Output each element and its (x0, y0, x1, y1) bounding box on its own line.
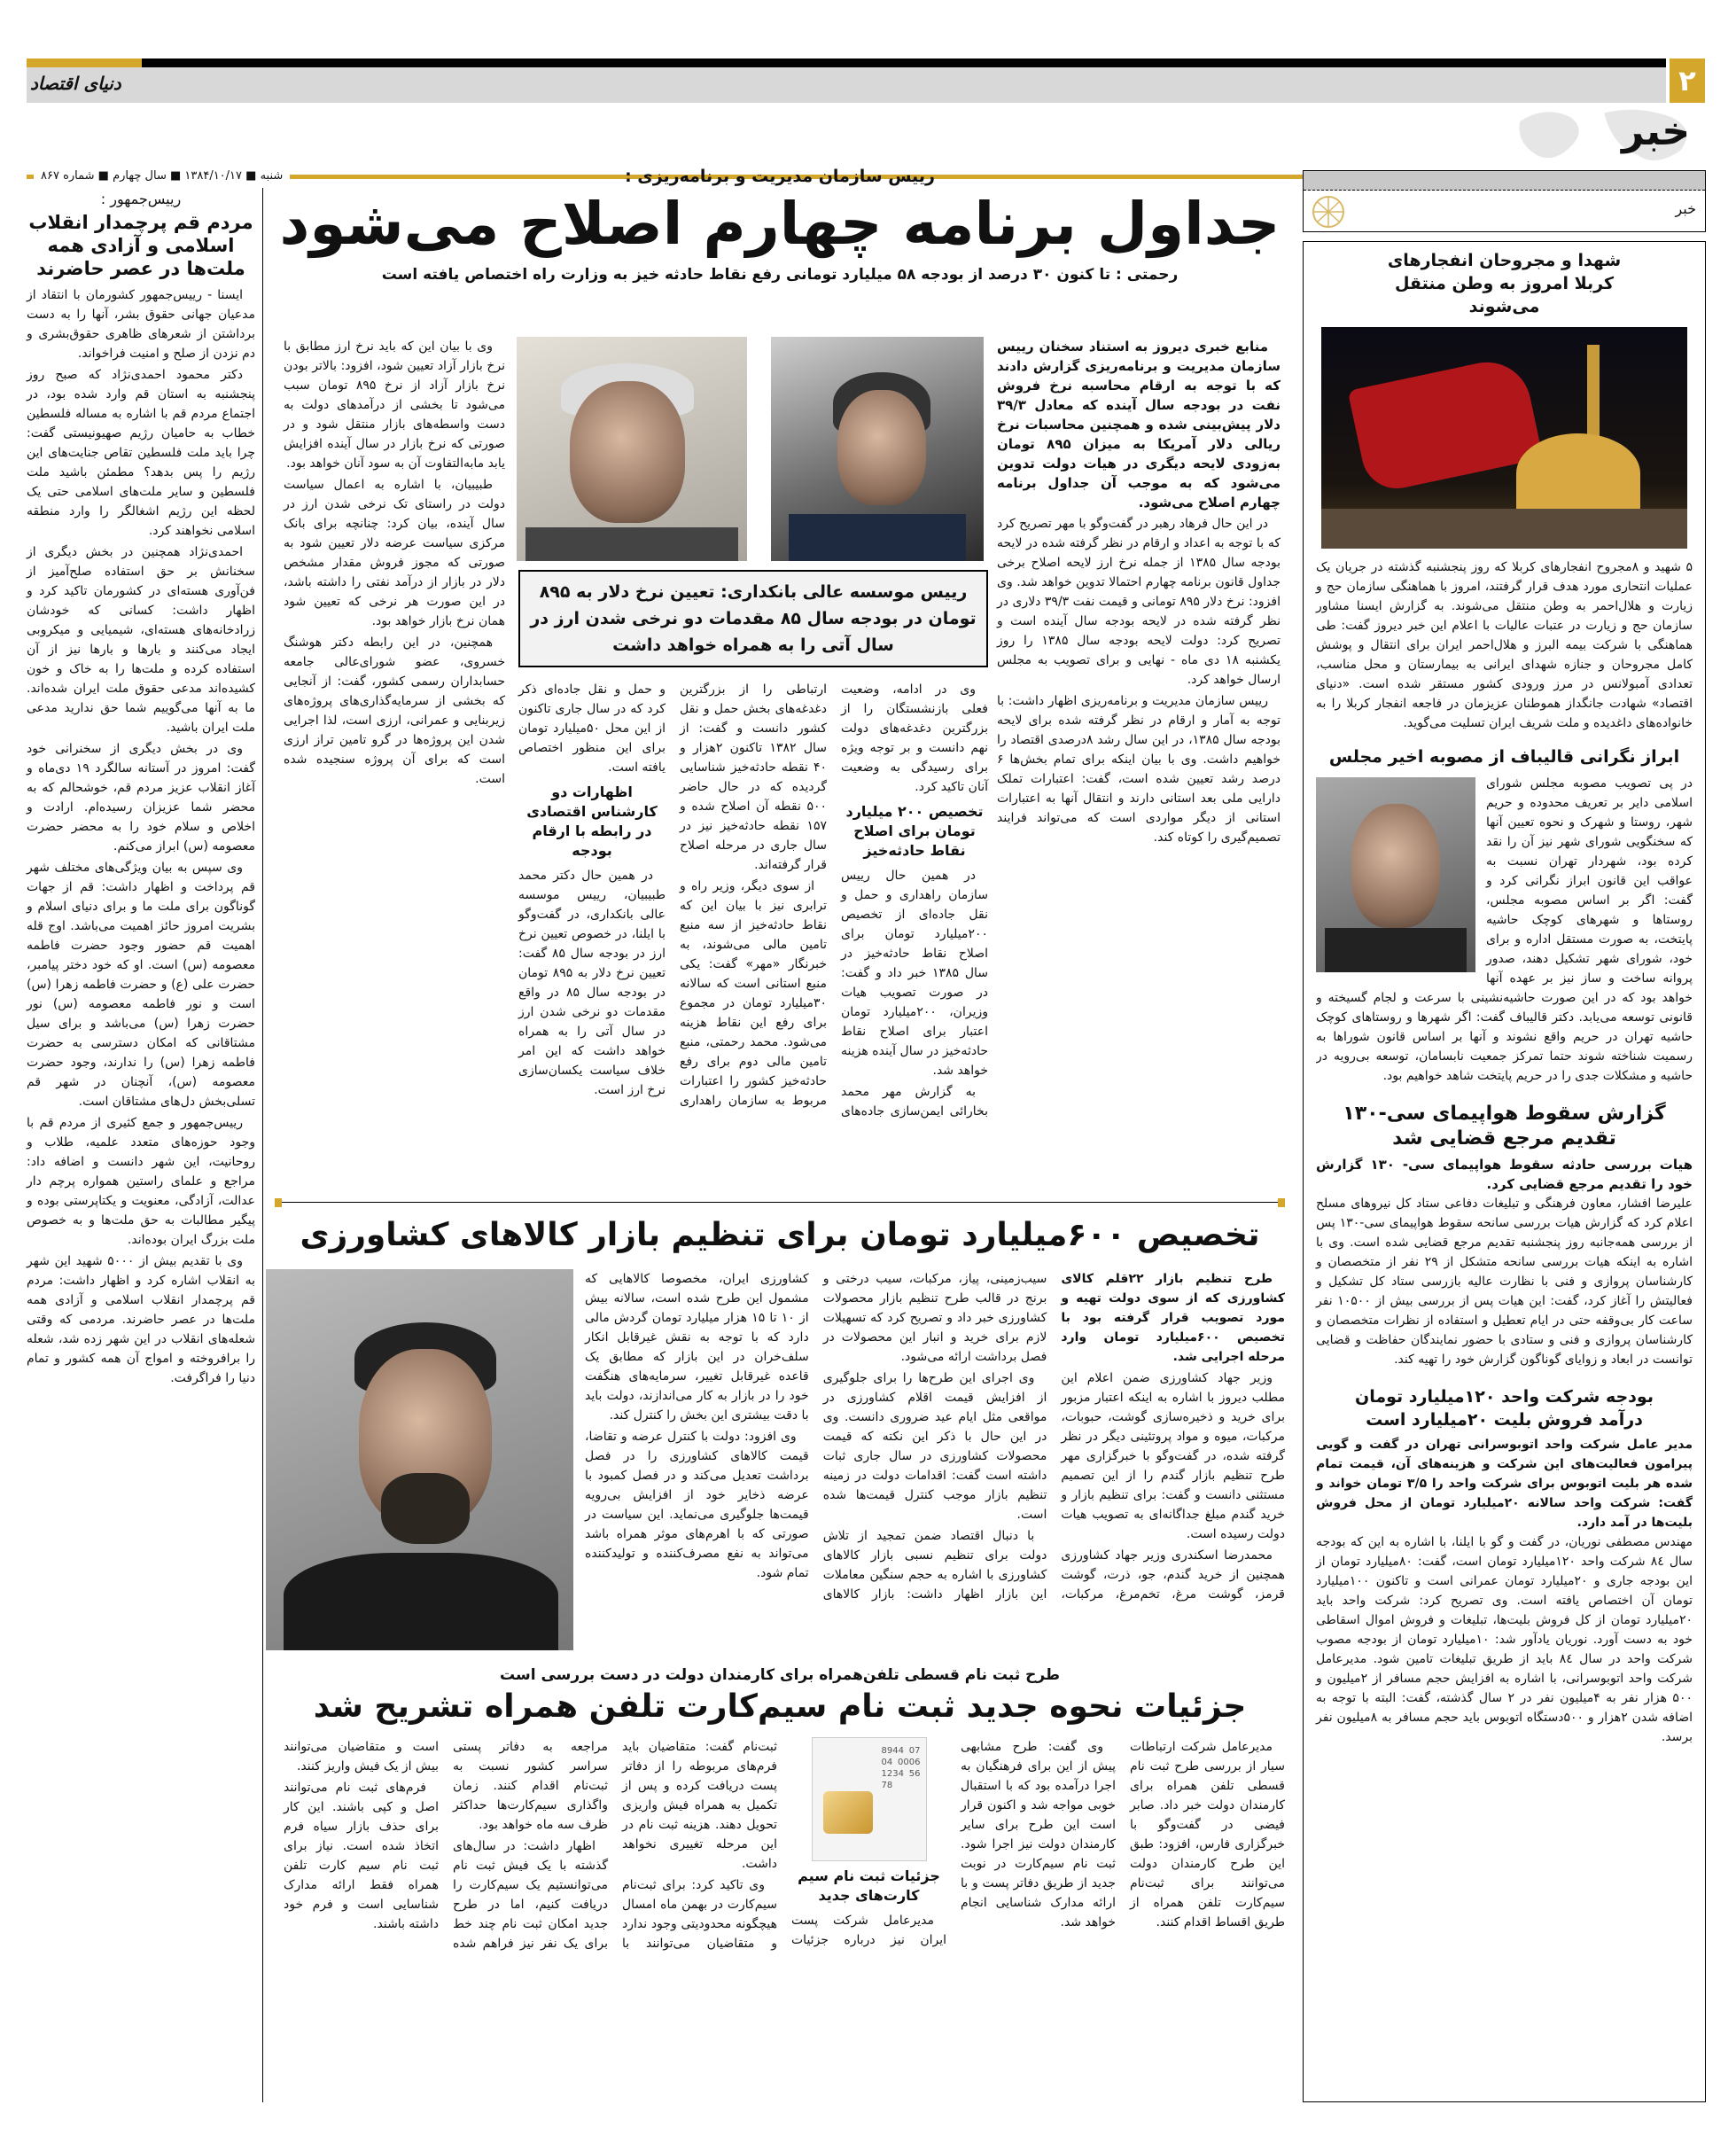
section2-title: اظهارات دو کارشناس اقتصادی در رابطه با ارقام بودجه (526, 783, 658, 859)
story2-body: در پی تصویب مصوبه مجلس شورای اسلامی دایر بر تعریف محدوده و حریم شهر، روستا و شهرک و نحوه تعیین آنها که سخنگویی شورای شهر نیز آن را نقد کرده بود، شهردار تهران نسبت به عواقب این قانون ابراز نگرانی کرد و گفت: اگر بر اساس مصوبه مجلس، روستاها و شهرهای کوچک حاشیه پایتخت، به صورت مستقل اداره و برای خود، شورای شهر تشکیل دهند، صدور پروانه ساخت و ساز نیز بر عهده آنها خواهد بود که در این صورت حاشیه‌نشینی با سرعت و لجام گسیخته و قانونی توسعه می‌یابد. دکتر قالیباف گفت: اگر شهرها و روستاهای کوچک حاشیه تهران در حریم واقع نشوند و آنها بر اساس قانون شوراها به رسمیت شناخته شوند حتما تمرکز جمعیت نابسامان، توسعه بی‌رویه در حاشیه و مشکلات جدی را در حریم پایتخت شاهد خواهیم بود. (1316, 776, 1693, 1083)
paragraph: دکتر محمود احمدی‌نژاد که صبح روز پنجشنبه به استان قم وارد شده بود، در اجتماع مردم قم با اشاره به مساله فلسطین خطاب به حامیان رژیم صهیونیستی گفت: چرا باید ملت فلسطین تقاص جنایت‌های این رژیم را پس بدهد؟ مطمئن باشید ملت فلسطین و سایر ملت‌های اسلامی حتی یک لحظه این رژیم اشغالگر را وارد منطقه اسلامی نخواهند کرد. (27, 368, 255, 538)
story4-lead: مدیر عامل شرکت واحد اتوبوسرانی تهران در گفت و گویی پیرامون فعالیت‌های این شرکت و هزینه‌های آن، قیمت تمام شده هر بلیت اتوبوس برای شرکت واحد را ۳/۵ تومان خواند و گفت: شرکت واحد سالانه ۲۰میلیارد تومان از محل فروش بلیت‌ها در آمد دارد. (1316, 1438, 1693, 1530)
paragraph: طبیبیان، با اشاره به اعمال سیاست دولت در راستای تک نرخی شدن ارز در سال آینده، بیان کرد: چنانچه برای بانک مرکزی سیاست عرضه دلار تعیین شود به صورتی که مجوز فروش مقدار مشخص دلار در بازار از درآمد نفتی را داشته باشد، در این صورت هر نرخی که تعیین شود همان نرخ بازار خواهد بود. (284, 478, 505, 628)
photo-eskandari (266, 1269, 573, 1650)
lead-paragraph: طرح تنظیم بازار ۲۲قلم کالای کشاورزی که از سوی دولت تهیه و مورد تصویب قرار گرفته بود با تخصیص ۶۰۰میلیارد تومان وارد مرحله اجرایی شد. (1061, 1272, 1285, 1364)
masthead (0, 0, 1736, 183)
section1-title: تخصیص ۲۰۰ میلیارد تومان برای اصلاح نقاط حادثه‌خیز (845, 803, 984, 859)
paragraph: وی افزود: دولت با کنترل عرضه و تقاضا، قیمت کالاهای کشاورزی را در فصل برداشت تعدیل می‌کند و در فصل کمبود با عرضه ذخایر خود از افزایش بی‌رویه قیمت‌ها جلوگیری می‌نماید. این سیاست در صورتی که با اهرم‌های موثر همراه باشد می‌تواند به نفع مصرف‌کننده و تولیدکننده تمام شود. (585, 1430, 809, 1580)
paragraph: از سوی دیگر، وزیر راه و ترابری نیز با بیان این که نقاط حادثه‌خیز از سه منبع تامین مالی می‌شوند، به خبرنگار «مهر» گفت: یکی منبع استانی است که سالانه ۳۰میلیارد تومان در مجموع برای رفع این نقاط هزینه می‌شود. محمد رحمتی، منبع تامین مالی دوم برای رفع حادثه‌خیز کشور را اعتبارات مربوط به سازمان راهداری و حمل و نقل جاده‌ای ذکر کرد که در سال جاری تاکنون از این محل ۵۰میلیارد تومان برای این منظور اختصاص یافته است. (518, 682, 827, 1108)
main-kicker: رییس سازمان مدیریت و برنامه‌ریزی : (625, 167, 935, 186)
story3-lead: هیات بررسی حادثه سقوط هواپیمای سی- ۱۳۰ گزارش خود را تقدیم مرجع قضایی کرد. (1316, 1157, 1693, 1192)
second-story-row (266, 1269, 1285, 1650)
paragraph: وی سپس به بیان ویژگی‌های مختلف شهر قم پرداخت و اظهار داشت: قم از جهات گوناگون برای ملت ما و برای دنیای اسلام و بشریت امروز حائز اهمیت می‌باشد. اوج قله اهمیت قم حضور وجود حضرت فاطمه معصومه (س) است. او که خود دختر پیامبر، حضرت علی (ع) و حضرت فاطمه زهرا (س) است و نور فاطمه معصومه (س) نور حضرت زهرا (س) می‌باشد و برای سیل مشتاقانی که امکان دسترسی به حضرت فاطمه زهرا (س) را ندارند، وجود حضرت معصومه (س)، آنچنان در شهر قم تسلی‌بخش دل‌های مشتاقان است. (27, 861, 255, 1109)
sim-card-digits: 8944 0704 0006 1234 5678 (881, 1746, 921, 1790)
story4-title: بودجه شرکت واحد ۱۲۰میلیارد تومان درآمد فروش بلیت ۲۰میلیارد است (1355, 1387, 1654, 1430)
paragraph: وی اجرای این طرح‌ها را برای جلوگیری از افزایش قیمت اقلام کشاورزی در مواقعی مثل ایام عید ضروری دانست. وی در این حال با ذکر این نکته که قیمت محصولات کشاورزی در سال جاری ثبات داشته است گفت: اقدامات دولت در زمینه تنظیم بازار موجب کنترل قیمت‌ها شده است. (822, 1371, 1047, 1522)
masthead-gray-band (27, 67, 1666, 103)
logo: دنیای اقتصاد (30, 73, 121, 94)
masthead-gold-accent (27, 58, 142, 67)
third-headline: جزئیات نحوه جدید ثبت نام سیم‌کارت تلفن همراه تشریح شد (313, 1688, 1247, 1725)
gold-marker (275, 1198, 282, 1207)
story4-body: مهندس مصطفی نوریان، در گفت و گو با ایلنا، با اشاره به این که بودجه سال ۸٤ شرکت واحد ۱۲۰میلیارد تومان است، گفت: ۸۰میلیارد تومان از این بودجه جاری و ۲۰میلیارد تومان عمرانی است و تاکنون ۱۰۰میلیارد تومان آن اختصاص یافته است. وی تصریح کرد: شرکت واحد باید ۲۰میلیارد تومان از کل فروش بلیت‌ها، تبلیغات و فروش اموال اسقاطی خود به دست آورد. نوریان یادآور شد: ۱۰میلیارد تومان از بودجه مصوب شرکت واحد در سال ۸٤ باید از طریق تبلیغات تامین شود. مدیرعامل شرکت واحد اتوبوسرانی، با اشاره به افزایش حجم مسافر از ۲میلیون و ۵۰۰ هزار نفر به ۴میلیون نفر در ۲ سال گذشته، گفت: البته با توجه به اضافه شدن ۲هزار و ۵۰۰دستگاه اتوبوس باید حجم مسافر به ۸میلیون نفر برسد. (1316, 1535, 1693, 1744)
main-lower-columns (518, 680, 988, 1121)
paragraph: در همین حال رییس سازمان راهداری و حمل و نقل جاده‌ای از تخصیص ۲۰۰میلیارد تومان برای اصلاح نقاط حادثه‌خیز در سال ۱۳۸۵ خبر داد و گفت: در صورت تصویب هیات وزیران، ۲۰۰میلیارد تومان اعتبار برای اصلاح نقاط حادثه‌خیز در سال آینده هزینه خواهد شد. (841, 869, 988, 1078)
second-headline: تخصیص ۶۰۰میلیارد تومان برای تنظیم بازار کالاهای کشاورزی (300, 1217, 1260, 1253)
third-section-title: جزئیات ثبت نام سیم کارت‌های جدید (798, 1867, 940, 1904)
paragraph: در این حال فرهاد رهبر در گفت‌وگو با مهر تصریح کرد که با توجه به اعداد و ارقام در نظر گرفته شده در لایحه بودجه سال ۱۳۸۵ از جمله نرخ ارز لایحه اصلاح برخی جداول قانون برنامه چهارم احتمالا تدوین خواهد شد. وی افزود: نرخ دلار ۸۹۵ تومانی و قیمت نفت ۳۹/۳ دلاری در نظر گرفته شده در لایحه بودجه سال آینده است و تصریح کرد: دولت لایحه بودجه سال ۱۳۸۵ را روز یکشنبه ۱۸ دی ماه - نهایی و برای تصویب به مجلس ارسال خواهد کرد. (997, 517, 1281, 687)
paragraph: وی گفت: طرح مشابهی پیش از این برای فرهنگیان به اجرا درآمده بود که با استقبال خوبی مواجه شد و اکنون قرار است این طرح برای سایر کارمندان دولت نیز اجرا شود. ثبت نام سیم‌کارت در نوبت جدید از طریق دفاتر پست و با ارائه مدارک شناسایی انجام خواهد شد. (961, 1740, 1116, 1929)
paragraph: وی در بخش دیگری از سخنرانی خود گفت: امروز در آستانه سالگرد ۱۹ دی‌ماه و آغاز انقلاب عزیز مردم قم، خوشحالم که به محضر شما عزیزان رسیده‌ام. ارادت و اخلاص و سلام خود را به محضر حضرت معصومه (س) ابراز می‌کنم. (27, 742, 255, 854)
paragraph: مدیرعامل شرکت پست ایران نیز درباره جزئیات ثبت‌نام گفت: متقاضیان باید فرم‌های مربوطه را از دفاتر پست دریافت کرده و پس از تکمیل به همراه فیش واریزی تحویل دهند. هزینه ثبت نام در این مرحله تغییری نخواهد داشت. (622, 1740, 946, 1947)
main-title-block (275, 165, 1285, 285)
sim-card-image (812, 1737, 927, 1861)
paragraph: ایسنا - رییس‌جمهور کشورمان با انتقاد از مدعیان جهانی حقوق بشر، آنها را به دست برداشتن از شعرهای ظاهری حقوق‌بشری و دم نزدن از صلح و امنیت فراخواند. (27, 288, 255, 361)
story1-title: شهدا و مجروحان انفجارهای کربلا امروز به وطن منتقل می‌شوند (1387, 251, 1622, 316)
story1-body: ۵ شهید و ۸مجروح انفجارهای کربلا که روز پنجشنبه گذشته در جریان یک عملیات انتحاری مورد هدف قرار گرفتند، امروز با هماهنگی سازمان حج و زیارت و هلال‌احمر به وطن منتقل می‌شوند. به گزارش ایسنا مشاور سازمان حج و زیارت در عتبات عالیات با اعلام این خبر دیروز گفت: طی هماهنگی با شرکت بیمه البرز و هلال‌احمر ایران برای انتقال و پوشش کامل مجروحان و جنازه شهدای ایرانی به بیمارستان و محل مناسب، تعدادی آمبولانس در مرز ورودی کشور مستقر شده است. «دنیای اقتصاد» شهادت جانگداز هموطنان عزیزمان در فاجعه انفجار کربلا را به خانواده‌های داغدیده و ملت شریف ایران تسلیت می‌گوید. (1316, 560, 1693, 730)
photo-ghalibaf (1316, 777, 1475, 972)
story3-body: علیرضا افشار، معاون فرهنگی و تبلیغات دفاعی ستاد کل نیروهای مسلح اعلام کرد که گزارش هیات بررسی سانحه سقوط هواپیمای سی-۱۳۰ پس از بررسی همه‌جانبه روز پنجشنبه تقدیم مرجع قضایی شده است. وی با اشاره به اینکه هیات بررسی سانحه متشکل از ۲۹ نفر از متخصصان و کارشناسان پروازی و فنی با نظارت عالیه بازرسی ستاد کل تشکیل و فعالیتش را آغاز کرد، گفت: این هیات پس از بررسی بیش از ۱۰۵۰۰ نفر ساعت کار بی‌وقفه حتی در ایام تعطیل و استفاده از نظرات متخصصان و کارشناسان پروازی و فنی و ستادی با حضور نمایندگان حفاظت و قضایی توانست در ابعاد و زوایای گوناگون گزارش خود را تهیه کند. (1316, 1197, 1693, 1367)
third-kicker: طرح ثبت نام قسطی تلفن‌همراه برای کارمندان دولت در دست بررسی است (499, 1666, 1061, 1684)
right-column-header (1303, 170, 1706, 232)
lead-paragraph: منابع خبری دیروز به استناد سخنان رییس سازمان مدیریت و برنامه‌ریزی گزارش دادند که با توجه به ارقام محاسبه نرخ فروش نفت در بودجه سال آینده که معادل ۳۹/۳ دلار پیش‌بینی شده و همچنین محاسبات نرخ ریالی دلار آمریکا به میزان ۸۹۵ تومان به‌زودی لایحه دیگری در هیات دولت تدوین می‌شود که به موجب آن جداول برنامه چهارم اصلاح می‌شود. (997, 339, 1281, 511)
paragraph: رییس سازمان مدیریت و برنامه‌ریزی اظهار داشت: با توجه به آمار و ارقام در نظر گرفته شده برای لایحه بودجه سال ۱۳۸۵، در این سال رشد ۸درصدی اقتصاد را خواهیم داشت. وی با بیان اینکه برای تمام بخش‌ها ۶ درصد رشد تعیین شده است، گفت: اعتبارات تملک دارایی ملی بعد استانی دارند و انتقال آنها به اعتبارات استانی از دیگر مواردی است که می‌تواند فرایند تصمیم‌گیری را کوتاه کند. (997, 694, 1281, 845)
masthead-black-bar (142, 58, 1666, 67)
gold-marker (1278, 1198, 1285, 1207)
pull-quote-box (518, 570, 988, 667)
left-headline: مردم قم پرچمدار انقلاب اسلامی و آزادی همه ملت‌ها در عصر حاضرند (28, 212, 253, 279)
left-kicker: رییس‌جمهور : (100, 191, 182, 207)
right-column-box (1303, 241, 1706, 2102)
paragraph: رییس‌جمهور و جمع کثیری از مردم قم با وجود حوزه‌های متعدد علمیه، طلاب و روحانیت، این شهر دانست و اضافه داد: مراجع و علمای راستین همواره پرچم دار عدالت، آزادگی، معنویت و یکتاپرستی بوده و پیگیر مطالبات به حق ملت‌ها و به خصوص ملت بزرگ ایران بوده‌اند. (27, 1116, 255, 1247)
paragraph: وی با تقدیم بیش از ۵۰۰۰ شهید این شهر به انقلاب اشاره کرد و اظهار داشت: مردم قم پرچمدار انقلاب اسلامی و آزادی همه ملت‌ها در عصر حاضرند. مردمی که وقتی شعله‌های انقلاب در این شهر زده شد، شعله را برافروخته و امواج آن همه کشور و تمام دنیا را فراگرفت. (27, 1254, 255, 1385)
paragraph: در همین حال دکتر محمد طبیبیان، رییس موسسه عالی بانکداری، در گفت‌وگو با ایلنا، در خصوص تعیین نرخ ارز در بودجه سال ۸۵ گفت: تعیین نرخ دلار به ۸۹۵ تومان در بودجه سال ۸۵ در واقع مقدمات دو نرخی شدن ارز در سال آتی را به همراه خواهد داشت که این امر خلاف سیاست یکسان‌سازی نرخ ارز است. (518, 869, 666, 1097)
globe-icon (1311, 194, 1346, 230)
left-body (27, 285, 255, 1388)
paragraph: محمدرضا اسکندری وزیر جهاد کشاورزی همچنین از خرید گندم، جو، ذرت، گوشت قرمز، گوشت مرغ، تخم‌مرغ، مرکبات، سیب‌زمینی، پیاز، مرکبات، سیب درختی و برنج در قالب طرح تنظیم بازار محصولات کشاورزی خبر داد و تصریح کرد که تسهیلات لازم برای خرید و انبار این محصولات در فصل برداشت ارائه می‌شود. (822, 1272, 1285, 1602)
main-upper-left-column (284, 337, 505, 791)
paragraph: مدیرعامل شرکت ارتباطات سیار از بررسی طرح ثبت نام قسطی تلفن همراه برای کارمندان دولت خبر داد. صابر فیضی در گفت‌وگو با خبرگزاری فارس، افزود: طبق این طرح کارمندان دولت می‌توانند برای ثبت‌نام سیم‌کارت تلفن همراه از طریق اقساط اقدام کنند. (1130, 1740, 1285, 1929)
left-column-story (27, 190, 255, 1390)
main-subheadline: رحمتی : تا کنون ۳۰ درصد از بودجه ۵۸ میلیارد تومانی رفع نقاط حادثه خیز به وزارت راه اختصاص یافته است (381, 266, 1179, 284)
section-title: خبر (1622, 109, 1691, 154)
paragraph: وی در ادامه، وضعیت فعلی بازنشستگان را از بزرگترین دغدغه‌های دولت نهم دانست و بر توجه ویژه برای رسیدگی به وضعیت آنان تاکید کرد. (841, 682, 988, 794)
paragraph: فرم‌های ثبت نام می‌توانند اصل و کپی باشند. این کار برای حذف بازار سیاه فرم اتخاذ شده است. نیاز برای ثبت نام سیم کارت تلفن همراه فقط ارائه مدارک شناسایی است و فرم خود داشته باشند. (284, 1781, 439, 1931)
story2-title: ابراز نگرانی قالیباف از مصوبه اخیر مجلس (1328, 747, 1680, 767)
main-headline: جداول برنامه چهارم اصلاح می‌شود (279, 190, 1281, 258)
left-column-divider (262, 188, 263, 2102)
story2-wrap (1316, 774, 1693, 1086)
main-lead (997, 337, 1281, 849)
lower-centre (266, 1198, 1285, 1953)
story-divider (275, 1202, 1285, 1203)
paragraph: اظهار داشت: در سال‌های گذشته با یک فیش ثبت نام می‌توانستیم یک سیم‌کارت را دریافت کنیم، اما در طرح جدید امکان ثبت نام چند خط برای یک نفر نیز فراهم شده است و متقاضیان می‌توانند بیش از یک فیش واریز کنند. (284, 1740, 608, 1951)
sim-chip (823, 1791, 873, 1834)
paragraph: به گزارش مهر محمد بخارائی ایمن‌سازی جاده‌های ارتباطی را از بزرگترین دغدغه‌های بخش حمل و نقل کشور دانست و گفت: از سال ۱۳۸۲ تاکنون ۲هزار و ۴۰ نقطه حادثه‌خیز شناسایی گردیده که در حال حاضر ۵۰۰ نقطه آن اصلاح شده و ۱۵۷ نقطه حادثه‌خیز نیز در سال جاری در مرحله اصلاح قرار گرفته‌اند. (680, 682, 988, 1119)
main-middle-stack (518, 570, 988, 1121)
paragraph: با دنبال اقتصاد ضمن تمجید از تلاش دولت برای تنظیم نسبی بازار کالاهای کشاورزی با اشاره به حجم سنگین معاملات این بازار اظهار داشت: بازار کالاهای کشاورزی ایران، مخصوصا کالاهایی که مشمول این طرح شده است، سالانه بیش از ۱۰ تا ۱۵ هزار میلیارد تومان گردش مالی دارد که با توجه به نقش غیرقابل انکار سلف‌خران در این بازار که مطابق یک قاعده غیرقابل تغییر، سرمایه‌های هنگفت خود را در بازار به کار می‌اندازند، دولت باید با دقت بیشتری این بخش را کنترل کند. (585, 1272, 1047, 1602)
story3-title: گزارش سقوط هواپیمای سی-۱۳۰ تقدیم مرجع قضایی شد (1343, 1103, 1666, 1150)
second-body (585, 1269, 1285, 1604)
photo-karbala-shrine (1321, 327, 1687, 549)
photo-tabibian (517, 337, 747, 561)
paragraph: وی با بیان این که باید نرخ ارز مطابق با نرخ بازار آزاد تعیین شود، افزود: بالاتر بودن نرخ بازار آزاد از نرخ ۸۹۵ تومان سبب می‌شود تا بخشی از درآمدهای دولت به دست واسطه‌های بازار منتقل شود و در صورتی که نرخ بازار در سال آینده افزایش یابد مابه‌التفاوت آن به سود آنان خواهد بود. (284, 339, 505, 471)
dateline: شنبه ■ ۱۳۸۴/۱۰/۱۷ ■ سال چهارم ■ شماره ۸۶۷ (34, 168, 290, 184)
pull-quote: رییس موسسه عالی بانکداری: تعیین نرخ دلار به ۸۹۵ تومان در بودجه سال ۸۵ مقدمات دو نرخی شدن ارز در سال آتی را به همراه خواهد داشت (530, 582, 977, 655)
paragraph: احمدی‌نژاد همچنین در بخش دیگری از سخنانش بر حق استفاده صلح‌آمیز از فن‌آوری هسته‌ای در کشورمان تاکید کرد و اظهار داشت: کسانی که خودشان زرادخانه‌های هسته‌ای، شیمیایی و میکروبی ایجاد می‌کنند و بارها و بارها نیز از آن استفاده کرده و ملت‌ها را به خاک و خون کشیده‌اند مدعی حقوق ملت ایران شده‌اند. ما به آنها می‌گوییم شما حق ندارید مدعی ملت ایران باشید. (27, 545, 255, 735)
photo-rahmati (771, 337, 984, 561)
right-header-label: خبر (1675, 200, 1696, 217)
paragraph: وی تاکید کرد: برای ثبت‌نام سیم‌کارت در بهمن ماه امسال هیچگونه محدودیتی وجود ندارد و متقاضیان می‌توانند با مراجعه به دفاتر پستی سراسر کشور نسبت به ثبت‌نام اقدام کنند. زمان واگذاری سیم‌کارت‌ها حداکثر ظرف سه ماه خواهد بود. (453, 1740, 777, 1951)
paragraph: همچنین، در این رابطه دکتر هوشنگ خسروی، عضو شورای‌عالی جامعه حسابداران رسمی کشور، گفت: از آنجایی که بخشی از سرمایه‌گذاری‌های پروژه‌های زیربنایی و عمرانی، ارزی است، لذا اجرایی شدن این پروژه‌ها در گرو تامین تراز ارزی است که برای آن پروژه سنجیده شده است. (284, 635, 505, 786)
paragraph: وزیر جهاد کشاورزی ضمن اعلام این مطلب دیروز با اشاره به اینکه اعتبار مزبور برای خرید و ذخیره‌سازی گوشت، حبوبات، مرکبات، میوه و مواد پروتئینی دیگر در نظر گرفته شده، در گفت‌وگو با خبرگزاری مهر طرح تنظیم بازار گندم را از این تصمیم مستثنی دانست و گفت: برای تنظیم بازار و خرید گندم مبلغ جداگانه‌ای به تصویب هیات دولت رسیده است. (1061, 1371, 1285, 1541)
story-divider-row (275, 1198, 1285, 1207)
third-body (284, 1737, 1285, 1953)
page-number: ۲ (1670, 58, 1705, 103)
